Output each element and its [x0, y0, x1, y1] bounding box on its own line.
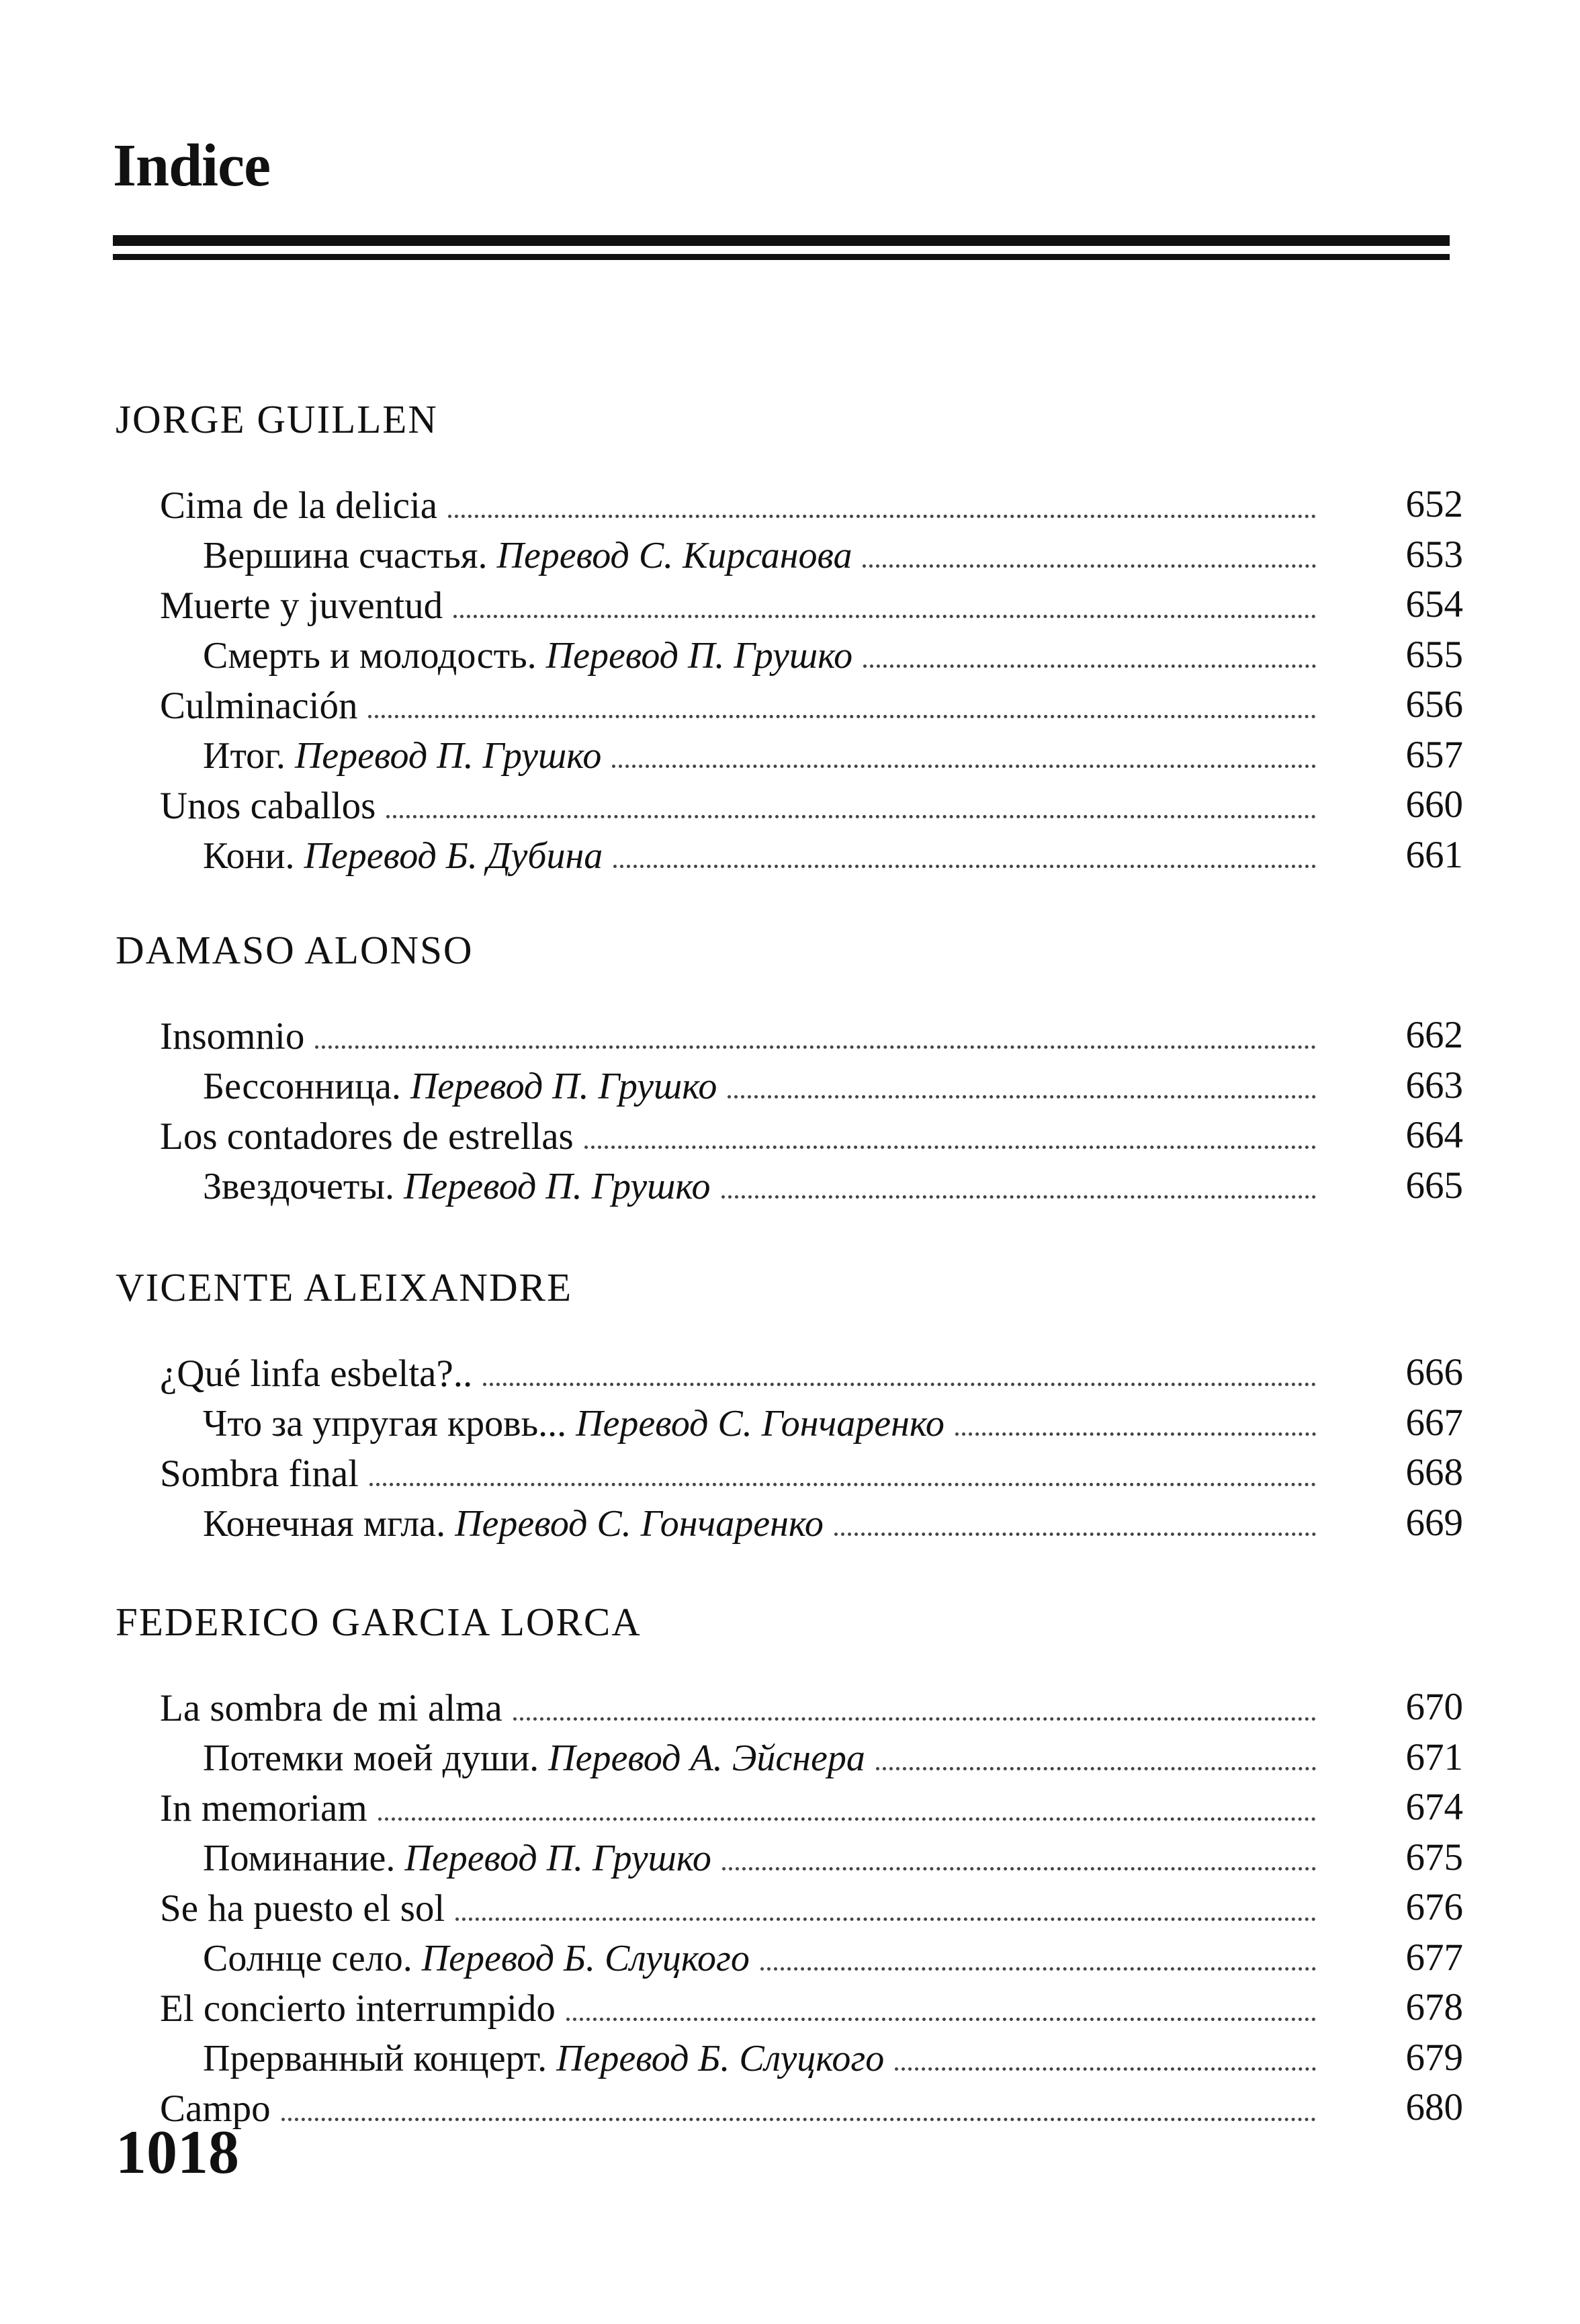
dot-leader — [895, 2067, 1316, 2071]
entry-page-number: 657 — [1405, 733, 1463, 776]
toc-entry-translation — [203, 2037, 1327, 2084]
dot-leader — [584, 1146, 1316, 1149]
entry-page-number: 656 — [1405, 683, 1463, 726]
dot-leader — [612, 765, 1316, 768]
entry-page-number: 669 — [1405, 1501, 1463, 1544]
dot-leader — [760, 1967, 1316, 1971]
dot-leader — [455, 1918, 1316, 1921]
toc-entry-original — [160, 584, 1327, 631]
entry-page-number: 666 — [1405, 1351, 1463, 1393]
entry-page-number: 664 — [1405, 1114, 1463, 1156]
dot-leader — [863, 664, 1316, 668]
toc-entry-original — [160, 1987, 1327, 2034]
dot-leader — [834, 1533, 1316, 1536]
title-rule-thin — [113, 254, 1450, 260]
entry-title: Потемки моей души. — [203, 1737, 539, 1779]
entry-title: Cima de la delicia — [160, 484, 438, 527]
entry-page-number: 678 — [1405, 1986, 1463, 2028]
toc-entry-translation — [203, 1502, 1327, 1549]
entry-title: Вершина счастья. — [203, 534, 488, 576]
entry-page-number: 675 — [1405, 1836, 1463, 1879]
dot-leader — [876, 1767, 1316, 1770]
toc-entry-original — [160, 1352, 1327, 1399]
dot-leader — [368, 715, 1316, 718]
dot-leader — [483, 1383, 1316, 1386]
entry-title: Muerte y juventud — [160, 585, 443, 627]
dot-leader — [448, 515, 1316, 518]
title-rule-thick — [113, 235, 1450, 246]
entry-translator: Перевод Б. Слуцкого — [421, 1937, 750, 1979]
toc-entry-original — [160, 1686, 1327, 1733]
entry-title: Прерванный концерт. — [203, 2037, 547, 2079]
entry-title: Звездочеты. — [203, 1165, 394, 1207]
entry-page-number: 652 — [1405, 483, 1463, 525]
entry-translator: Перевод Б. Дубина — [304, 834, 603, 877]
entry-page-number: 665 — [1405, 1164, 1463, 1207]
dot-leader — [369, 1483, 1316, 1486]
entry-page-number: 667 — [1405, 1401, 1463, 1444]
entry-translator: Перевод П. Грушко — [545, 634, 853, 677]
dot-leader — [386, 815, 1316, 818]
entry-title: El concierto interrumpido — [160, 1987, 556, 2030]
toc-entry-original — [160, 484, 1327, 531]
author-heading: JORGE GUILLEN — [116, 397, 438, 441]
toc-entry-original — [160, 684, 1327, 731]
entry-translator: Перевод А. Эйснера — [548, 1737, 865, 1779]
entry-title: Campo — [160, 2088, 271, 2130]
entry-page-number: 668 — [1405, 1451, 1463, 1494]
toc-entry-original — [160, 2087, 1327, 2134]
dot-leader — [728, 1095, 1316, 1099]
entry-title: Se ha puesto el sol — [160, 1887, 445, 1930]
entry-page-number: 663 — [1405, 1064, 1463, 1107]
entry-translator: Перевод С. Кирсанова — [496, 534, 852, 576]
toc-entry-original — [160, 1452, 1327, 1499]
toc-entry-original — [160, 784, 1327, 831]
entry-page-number: 654 — [1405, 583, 1463, 626]
page-title: Indice — [113, 132, 271, 199]
entry-translator: Перевод П. Грушко — [294, 734, 602, 777]
entry-title: Конечная мгла. — [203, 1502, 446, 1545]
entry-title: Insomnio — [160, 1015, 305, 1058]
toc-entry-translation — [203, 834, 1327, 881]
author-heading: FEDERICO GARCIA LORCA — [116, 1600, 642, 1644]
toc-entry-translation — [203, 1737, 1327, 1784]
dot-leader — [378, 1817, 1316, 1821]
entry-translator: Перевод Б. Слуцкого — [556, 2037, 885, 2079]
toc-entry-translation — [203, 634, 1327, 681]
dot-leader — [281, 2118, 1316, 2121]
page-number: 1018 — [116, 2118, 239, 2186]
toc-entry-translation — [203, 1937, 1327, 1984]
entry-title: Бессонница. — [203, 1065, 401, 1107]
entry-page-number: 670 — [1405, 1686, 1463, 1728]
entry-title: ¿Qué linfa esbelta?.. — [160, 1352, 473, 1395]
entry-page-number: 674 — [1405, 1786, 1463, 1828]
dot-leader — [721, 1195, 1317, 1199]
dot-leader — [513, 1717, 1316, 1721]
toc-entry-original — [160, 1015, 1327, 1062]
entry-title: Sombra final — [160, 1453, 359, 1495]
author-heading: VICENTE ALEIXANDRE — [116, 1265, 572, 1309]
dot-leader — [863, 564, 1316, 568]
dot-leader — [955, 1432, 1316, 1436]
entry-title: Солнце село. — [203, 1937, 412, 1979]
dot-leader — [722, 1867, 1316, 1870]
author-heading: DAMASO ALONSO — [116, 928, 474, 972]
entry-page-number: 671 — [1405, 1735, 1463, 1778]
entry-title: Unos caballos — [160, 785, 376, 827]
toc-entry-translation — [203, 1065, 1327, 1112]
entry-title: Поминание. — [203, 1837, 396, 1879]
entry-translator: Перевод С. Гончаренко — [455, 1502, 824, 1545]
entry-page-number: 679 — [1405, 2036, 1463, 2079]
entry-page-number: 653 — [1405, 533, 1463, 576]
toc-entry-translation — [203, 1402, 1327, 1449]
entry-translator: Перевод С. Гончаренко — [576, 1402, 945, 1445]
entry-translator: Перевод П. Грушко — [404, 1837, 711, 1879]
dot-leader — [566, 2018, 1316, 2021]
entry-title: In memoriam — [160, 1787, 367, 1830]
entry-translator: Перевод П. Грушко — [410, 1065, 717, 1107]
toc-entry-original — [160, 1115, 1327, 1162]
entry-translator: Перевод П. Грушко — [403, 1165, 711, 1207]
toc-entry-translation — [203, 534, 1327, 581]
entry-page-number: 676 — [1405, 1886, 1463, 1928]
entry-title: Culminación — [160, 685, 358, 727]
entry-page-number: 661 — [1405, 833, 1463, 876]
dot-leader — [453, 615, 1316, 618]
entry-title: Los contadores de estrellas — [160, 1115, 574, 1158]
entry-page-number: 655 — [1405, 633, 1463, 676]
entry-title: Смерть и молодость. — [203, 634, 537, 677]
dot-leader — [613, 865, 1316, 868]
toc-entry-translation — [203, 1165, 1327, 1212]
dot-leader — [315, 1045, 1316, 1049]
entry-page-number: 680 — [1405, 2086, 1463, 2128]
toc-entry-original — [160, 1887, 1327, 1934]
entry-page-number: 660 — [1405, 783, 1463, 826]
toc-entry-translation — [203, 734, 1327, 781]
entry-title: Что за упругая кровь... — [203, 1402, 567, 1445]
toc-entry-translation — [203, 1837, 1327, 1884]
entry-page-number: 662 — [1405, 1014, 1463, 1056]
entry-title: La sombra de mi alma — [160, 1687, 502, 1729]
toc-entry-original — [160, 1787, 1327, 1834]
entry-title: Кони. — [203, 834, 295, 877]
entry-title: Итог. — [203, 734, 286, 777]
entry-page-number: 677 — [1405, 1936, 1463, 1979]
